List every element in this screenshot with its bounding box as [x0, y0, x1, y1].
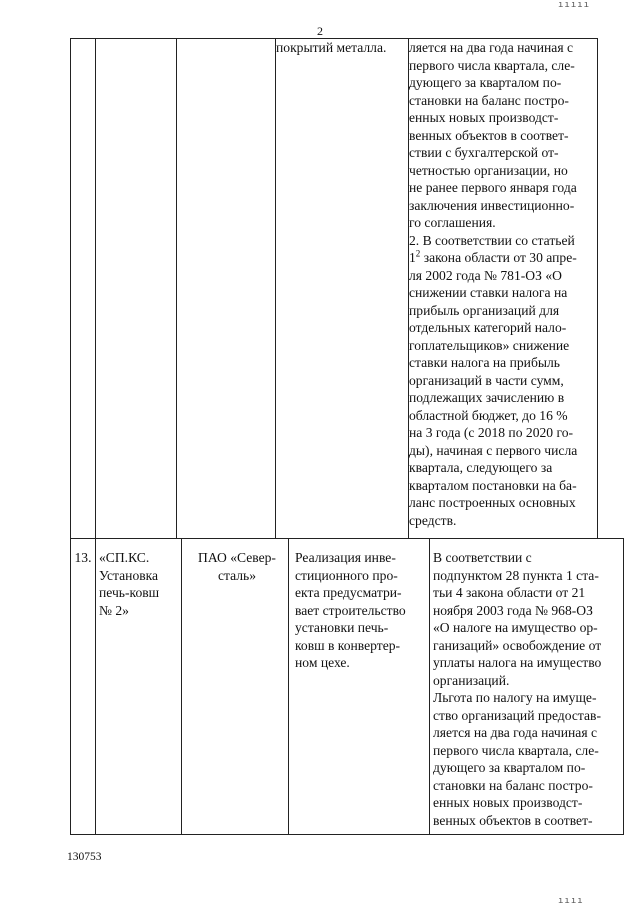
text-line: ды), начиная с первого числа — [409, 442, 578, 458]
text-line: дующего за кварталом по- — [409, 75, 562, 90]
benefit-text — [433, 549, 621, 829]
table-row — [71, 39, 598, 539]
text-line: ноября 2003 года № 968-ОЗ — [433, 602, 593, 618]
text-line: го соглашения. — [409, 215, 496, 230]
text-line: отдельных категорий нало- — [409, 320, 567, 335]
text-line: печь-ковш — [99, 585, 160, 600]
text-line: стиционного про- — [295, 567, 398, 583]
text-line: становки на баланс постро- — [433, 777, 593, 793]
text-line: ковш в конвертер- — [295, 637, 401, 653]
text-line: кварталом постановки на ба- — [409, 477, 577, 493]
row-number: 13. — [74, 550, 92, 565]
text-line: ном цехе. — [295, 655, 350, 670]
text-line: становки на баланс постро- — [409, 92, 569, 108]
text-line: четностью организации, но — [409, 162, 568, 178]
text-line: уплаты налога на имущество — [433, 655, 602, 670]
cell-row-number — [71, 539, 96, 835]
text-line: областной бюджет, до 16 % — [409, 407, 568, 423]
text-line: Установка — [99, 567, 159, 583]
cell-description — [289, 539, 430, 835]
text-line: В соответствии с — [433, 550, 532, 565]
text-line: № 2» — [99, 602, 129, 618]
cell-benefit — [430, 539, 624, 835]
text-line — [409, 249, 597, 267]
text-line: вает строительство — [295, 602, 406, 618]
text-line: дующего за кварталом по- — [433, 760, 586, 775]
text-line: подлежащих зачислению в — [409, 390, 565, 405]
text-line: венных объектов в соответ- — [433, 812, 593, 828]
text-line: венных объектов в соответ- — [409, 127, 569, 143]
table-row — [71, 539, 624, 835]
text-line: енных новых производст- — [409, 110, 559, 125]
text-line: енных новых производст- — [433, 795, 583, 810]
text-line: «О налоге на имущество ор- — [433, 620, 598, 635]
cell-object — [96, 539, 182, 835]
text-line: Льгота по налогу на имуще- — [433, 690, 597, 705]
description-text — [276, 39, 408, 57]
text-line: ля 2002 года № 781-ОЗ «О — [409, 267, 562, 283]
text-line: средств. — [409, 512, 457, 528]
text-line: ганизаций» освобождение от — [433, 637, 602, 653]
table-continued-row — [70, 38, 598, 539]
text-line: на 3 года (с 2018 по 2020 го- — [409, 425, 574, 440]
table-row-13 — [70, 538, 624, 835]
cell-benefit — [409, 39, 598, 539]
benefit-text — [409, 39, 597, 529]
organization-name — [188, 549, 286, 584]
text-line: первого числа квартала, сле- — [433, 742, 599, 758]
text-line: ствии с бухгалтерской от- — [409, 145, 559, 160]
text-line: гоплательщиков» снижение — [409, 337, 570, 353]
object-name — [99, 549, 179, 619]
scan-corner-mark-bottom: ıııı — [558, 896, 584, 906]
text-line: первого числа квартала, сле- — [409, 57, 575, 73]
text-line: организаций. — [433, 672, 510, 688]
text-line: организаций в части сумм, — [409, 372, 564, 388]
document-code: 130753 — [67, 851, 102, 863]
scan-corner-mark-top: ııııı — [558, 0, 591, 10]
text-line: сталь» — [217, 567, 257, 583]
text-line: покрытий металла. — [276, 40, 387, 55]
text-line: подпунктом 28 пункта 1 ста- — [433, 567, 599, 583]
text-line: не ранее первого января года — [409, 180, 577, 195]
text-line: 2. В соответствии со статьей — [409, 232, 575, 248]
text-line: ланс построенных основных — [409, 495, 576, 510]
text-line: ставки налога на прибыль — [409, 355, 560, 370]
text-line: «СП.КС. — [99, 550, 150, 565]
text-line: ПАО «Север- — [198, 550, 276, 565]
description-text — [295, 549, 427, 672]
cell-number — [71, 39, 96, 539]
text-line: Реализация инве- — [295, 550, 396, 565]
text-line: установки печь- — [295, 620, 389, 635]
text-line: снижении ставки налога на — [409, 285, 568, 300]
text-line: заключения инвестиционно- — [409, 197, 575, 213]
text-fragment: закона области от 30 апре- — [420, 250, 577, 265]
cell-description — [276, 39, 409, 539]
text-fragment: 1 — [409, 250, 416, 265]
cell-organization — [182, 539, 289, 835]
text-line: екта предусматри- — [295, 585, 402, 600]
text-line: прибыль организаций для — [409, 302, 560, 318]
text-line: ляется на два года начиная с — [433, 725, 598, 740]
text-line: ство организаций предостав- — [433, 707, 601, 723]
cell-object — [96, 39, 177, 539]
superscript: 2 — [415, 248, 421, 259]
page-number: 2 — [317, 24, 323, 38]
text-line: тьи 4 закона области от 21 — [433, 585, 586, 600]
text-line: ляется на два года начиная с — [409, 40, 574, 55]
cell-organization — [177, 39, 276, 539]
text-line: квартала, следующего за — [409, 460, 553, 475]
